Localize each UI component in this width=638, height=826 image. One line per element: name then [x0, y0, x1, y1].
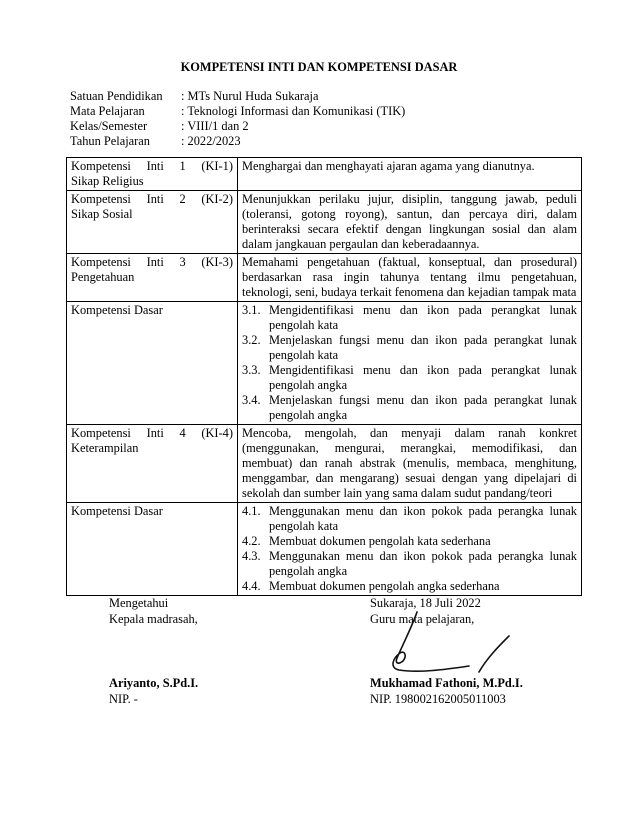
kd4-list — [238, 503, 582, 596]
left-signatory-name: Ariyanto, S.Pd.I. — [109, 676, 199, 690]
competency-table — [66, 157, 582, 596]
right-sign-line1: Sukaraja, 18 Juli 2022 — [370, 596, 481, 610]
list-item — [242, 393, 577, 423]
list-item — [242, 549, 577, 579]
list-item — [242, 333, 577, 363]
ki3-sublabel: Pengetahuan — [71, 270, 135, 284]
left-sign-line1: Mengetahui — [109, 596, 169, 610]
list-item — [242, 504, 577, 534]
item-text: Mengidentifikasi menu dan ikon pada perangkat lunak pengolah angka — [269, 363, 577, 392]
right-signatory-name: Mukhamad Fathoni, M.Pd.I. — [370, 676, 523, 690]
info-value: : VIII/1 dan 2 — [181, 119, 249, 133]
handwritten-signature — [383, 606, 513, 678]
left-signatory-nip: NIP. - — [109, 692, 138, 706]
item-number: 4.2. — [242, 534, 261, 548]
ki2-label-cell — [67, 191, 238, 254]
ki1-sublabel: Sikap Religius — [71, 174, 144, 188]
info-row — [70, 119, 405, 134]
item-text: Menggunakan menu dan ikon pokok pada perangka lunak pengolah angka — [269, 549, 577, 578]
ki1-label-cell — [67, 158, 238, 191]
ki3-text: Memahami pengetahuan (faktual, konseptual, dan prosedural) berdasarkan rasa ingin tahunya tentang ilmu pengetahuan, teknologi, seni, budaya terkait fenomena dan kejadian tampak mata — [238, 254, 582, 302]
ki3-label: Kompetensi Inti 3 (KI-3) — [71, 255, 233, 269]
list-item — [242, 363, 577, 393]
right-signatory-nip: NIP. 198002162005011003 — [370, 692, 506, 706]
item-text: Mengidentifikasi menu dan ikon pada perangkat lunak pengolah kata — [269, 303, 577, 332]
item-number: 3.2. — [242, 333, 261, 347]
table-row-kd4 — [67, 503, 582, 596]
item-number: 3.4. — [242, 393, 261, 407]
item-number: 4.1. — [242, 504, 261, 518]
table-row-kd3 — [67, 302, 582, 425]
item-text: Menjelaskan fungsi menu dan ikon pada perangkat lunak pengolah kata — [269, 333, 577, 362]
ki4-sublabel: Keterampilan — [71, 441, 139, 455]
item-number: 3.1. — [242, 303, 261, 317]
item-text: Menjelaskan fungsi menu dan ikon pada perangkat lunak pengolah angka — [269, 393, 577, 422]
document-info — [70, 89, 405, 149]
info-label: Mata Pelajaran — [70, 104, 145, 118]
info-value: : MTs Nurul Huda Sukaraja — [181, 89, 319, 103]
ki1-text: Menghargai dan menghayati ajaran agama yang dianutnya. — [238, 158, 582, 191]
document-title: KOMPETENSI INTI DAN KOMPETENSI DASAR — [180, 60, 458, 74]
item-text: Membuat dokumen pengolah angka sederhana — [269, 579, 500, 593]
list-item — [242, 303, 577, 333]
ki2-label: Kompetensi Inti 2 (KI-2) — [71, 192, 233, 206]
table-row-ki2 — [67, 191, 582, 254]
info-row — [70, 89, 405, 104]
ki4-label-cell — [67, 425, 238, 503]
item-number: 4.4. — [242, 579, 261, 593]
info-value: : Teknologi Informasi dan Komunikasi (TIK) — [181, 104, 406, 118]
left-signatory — [109, 675, 198, 707]
kd3-label: Kompetensi Dasar — [67, 302, 238, 425]
item-number: 4.3. — [242, 549, 261, 563]
item-text: Membuat dokumen pengolah kata sederhana — [269, 534, 491, 548]
item-number: 3.3. — [242, 363, 261, 377]
ki4-text: Mencoba, mengolah, dan menyaji dalam ranah konkret (menggunakan, mengurai, merangkai, memodifikasi, dan membuat) dan ranah abstrak (menulis, membaca, menghitung, menggambar, dan mengarang) sesuai dengan yang dipelajari di sekolah dan sumber lain yang sama dalam sudut pandang/teori — [238, 425, 582, 503]
item-text: Menggunakan menu dan ikon pokok pada perangka lunak pengolah kata — [269, 504, 577, 533]
list-item — [242, 579, 577, 594]
info-value: : 2022/2023 — [181, 134, 241, 148]
ki2-text: Menunjukkan perilaku jujur, disiplin, tanggung jawab, peduli (toleransi, gotong royong), santun, dan percaya diri, dalam berinteraksi secara efektif dengan lingkungan sosial dan alam dalam jangkauan pergaulan dan keberadaannya. — [238, 191, 582, 254]
table-row-ki1 — [67, 158, 582, 191]
table-row-ki4 — [67, 425, 582, 503]
info-row — [70, 104, 405, 119]
ki1-label: Kompetensi Inti 1 (KI-1) — [71, 159, 233, 173]
info-label: Kelas/Semester — [70, 119, 148, 133]
kd4-label: Kompetensi Dasar — [67, 503, 238, 596]
list-item — [242, 534, 577, 549]
table-row-ki3 — [67, 254, 582, 302]
left-signature-block — [109, 595, 198, 627]
info-label: Satuan Pendidikan — [70, 89, 163, 103]
info-row — [70, 134, 405, 149]
right-signatory — [370, 675, 523, 707]
right-sign-line2: Guru mata pelajaran, — [370, 612, 475, 626]
left-sign-line2: Kepala madrasah, — [109, 612, 198, 626]
ki4-label: Kompetensi Inti 4 (KI-4) — [71, 426, 233, 440]
info-label: Tahun Pelajaran — [70, 134, 150, 148]
ki3-label-cell — [67, 254, 238, 302]
kd3-list — [238, 302, 582, 425]
ki2-sublabel: Sikap Sosial — [71, 207, 133, 221]
